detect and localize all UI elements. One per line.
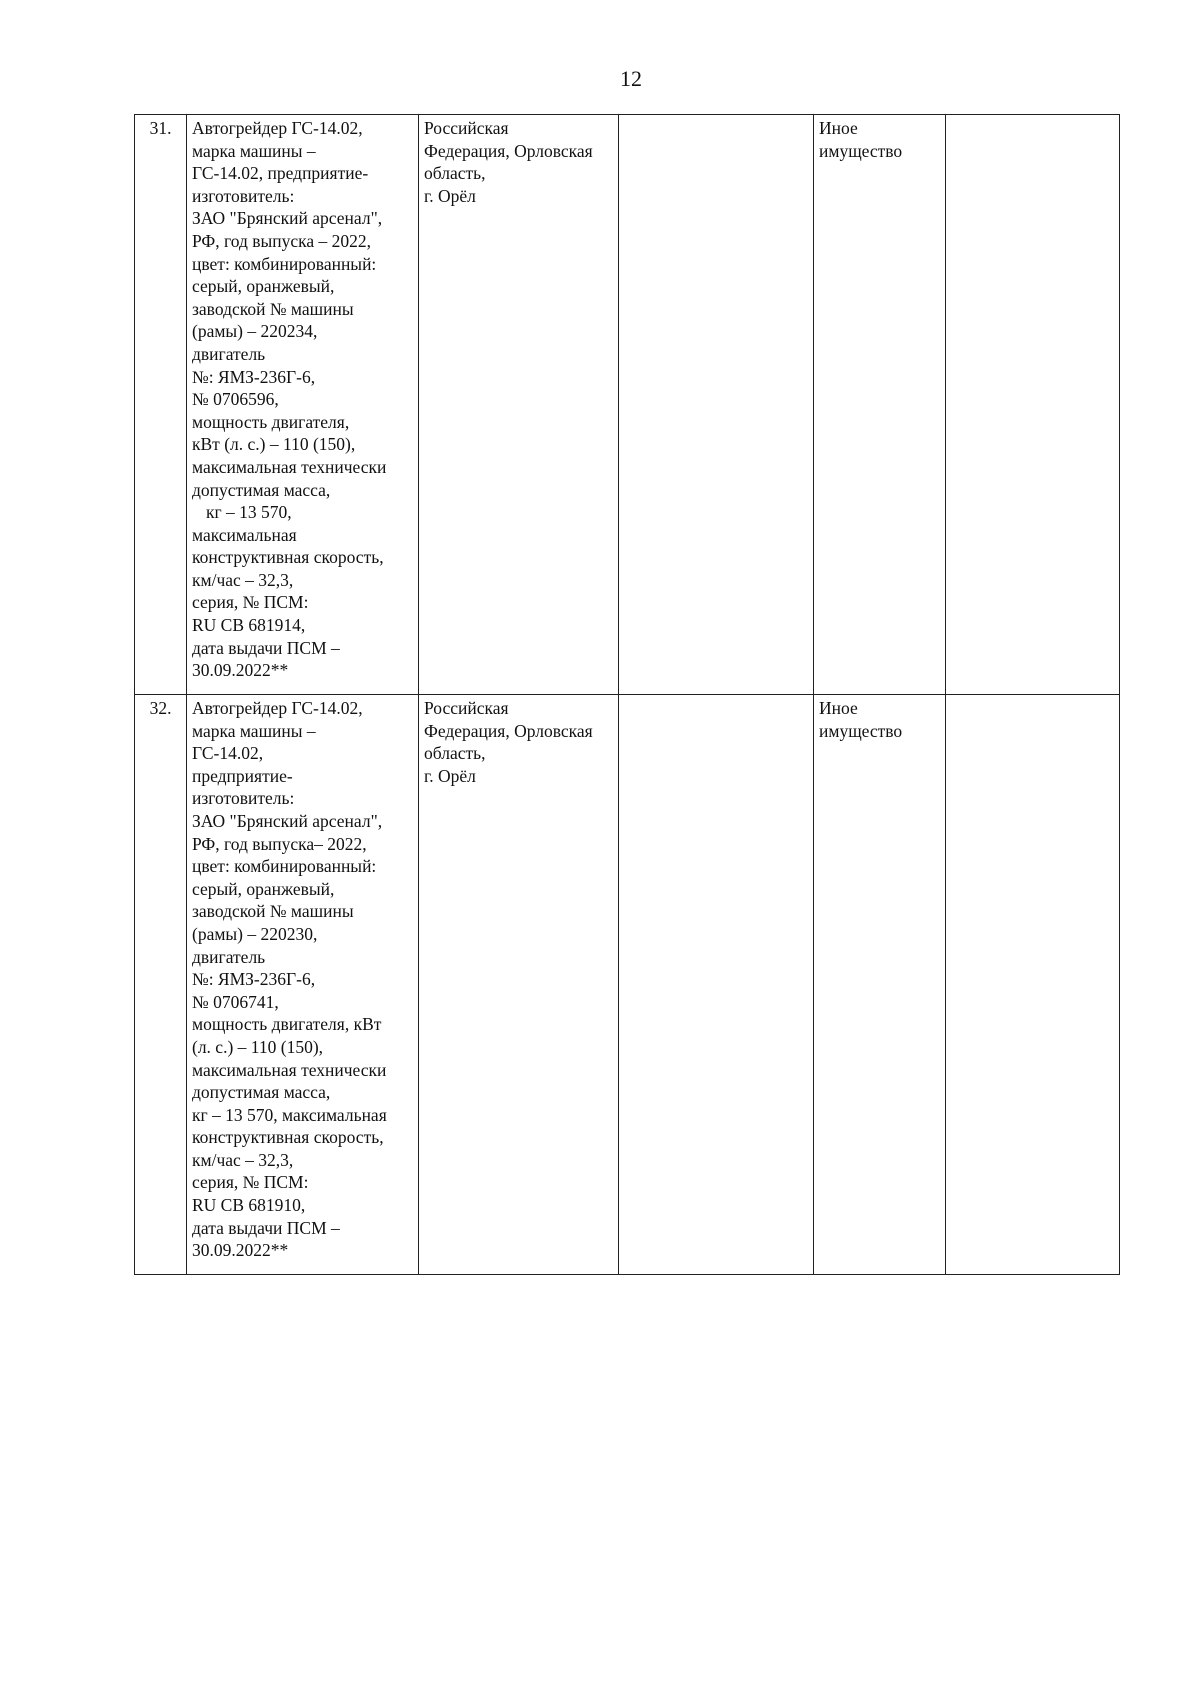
property-description [187, 115, 419, 695]
empty-cell [619, 115, 814, 695]
text-line: (рамы) – 220230, [192, 923, 318, 944]
text-line: ЗАО "Брянский арсенал", [192, 810, 383, 831]
property-address [419, 115, 619, 695]
text-line: цвет: комбинированный: [192, 856, 377, 877]
text-line: Иное [819, 698, 858, 718]
text-line: Федерация, Орловская [424, 720, 593, 741]
text-line: допустимая масса, [192, 1082, 331, 1103]
text-line: г. Орёл [424, 185, 476, 206]
text-line: Автогрейдер ГС-14.02, [192, 118, 363, 138]
text-line: конструктивная скорость, [192, 547, 384, 568]
text-line: Российская [424, 118, 509, 138]
property-description [187, 695, 419, 1275]
text-line: дата выдачи ПСМ – [192, 637, 340, 658]
text-line: марка машины – [192, 720, 316, 741]
text-line: №: ЯМЗ-236Г-6, [192, 969, 316, 990]
text-line: марка машины – [192, 140, 316, 161]
text-line: серия, № ПСМ: [192, 1172, 309, 1193]
text-line: г. Орёл [424, 765, 476, 786]
text-line: кг – 13 570, [206, 502, 292, 523]
text-line: мощность двигателя, кВт [192, 1014, 382, 1035]
text-line: №: ЯМЗ-236Г-6, [192, 366, 316, 387]
text-line: Российская [424, 698, 509, 718]
text-line: кВт (л. с.) – 110 (150), [192, 434, 356, 455]
text-line: (л. с.) – 110 (150), [192, 1036, 324, 1057]
text-line: область, [424, 743, 486, 764]
text-line: изготовитель: [192, 788, 295, 809]
text-line: кг – 13 570, максимальная [192, 1104, 387, 1125]
table-row [135, 695, 1120, 1275]
page-number: 12 [620, 66, 642, 91]
text-line: двигатель [192, 343, 266, 364]
text-line: предприятие- [192, 765, 293, 786]
text-line: имущество [819, 140, 903, 161]
text-line: заводской № машины [192, 901, 354, 922]
text-line: 30.09.2022** [192, 1240, 289, 1261]
text-line: RU CB 681914, [192, 615, 306, 636]
text-line: Федерация, Орловская [424, 140, 593, 161]
text-line: двигатель [192, 946, 266, 967]
text-line: № 0706596, [192, 389, 279, 410]
text-line: серый, оранжевый, [192, 878, 335, 899]
row-number: 32. [135, 695, 187, 1275]
text-line: RU CB 681910, [192, 1195, 306, 1216]
property-address [419, 695, 619, 1275]
text-line: ГС-14.02, [192, 743, 264, 764]
text-line: максимальная технически [192, 456, 387, 477]
text-line: (рамы) – 220234, [192, 321, 318, 342]
text-line: область, [424, 163, 486, 184]
property-type [814, 115, 946, 695]
text-line: Иное [819, 118, 858, 138]
text-line: серия, № ПСМ: [192, 592, 309, 613]
empty-cell [946, 695, 1120, 1275]
empty-cell [619, 695, 814, 1275]
table-row [135, 115, 1120, 695]
row-number: 31. [135, 115, 187, 695]
text-line: цвет: комбинированный: [192, 253, 377, 274]
text-line: серый, оранжевый, [192, 276, 335, 297]
text-line: заводской № машины [192, 298, 354, 319]
text-line: допустимая масса, [192, 479, 331, 500]
text-line: РФ, год выпуска – 2022, [192, 230, 372, 251]
text-line: № 0706741, [192, 991, 279, 1012]
text-line: 30.09.2022** [192, 660, 289, 681]
text-line: Автогрейдер ГС-14.02, [192, 698, 363, 718]
property-type [814, 695, 946, 1275]
property-registry-table [134, 114, 1120, 1275]
text-line: РФ, год выпуска– 2022, [192, 833, 367, 854]
text-line: дата выдачи ПСМ – [192, 1217, 340, 1238]
text-line: км/час – 32,3, [192, 569, 294, 590]
text-line: конструктивная скорость, [192, 1127, 384, 1148]
text-line: км/час – 32,3, [192, 1149, 294, 1170]
text-line: мощность двигателя, [192, 411, 350, 432]
text-line: ГС-14.02, предприятие- [192, 163, 369, 184]
text-line: максимальная технически [192, 1059, 387, 1080]
text-line: ЗАО "Брянский арсенал", [192, 208, 383, 229]
text-line: имущество [819, 720, 903, 741]
empty-cell [946, 115, 1120, 695]
text-line: изготовитель: [192, 185, 295, 206]
text-line: максимальная [192, 524, 297, 545]
